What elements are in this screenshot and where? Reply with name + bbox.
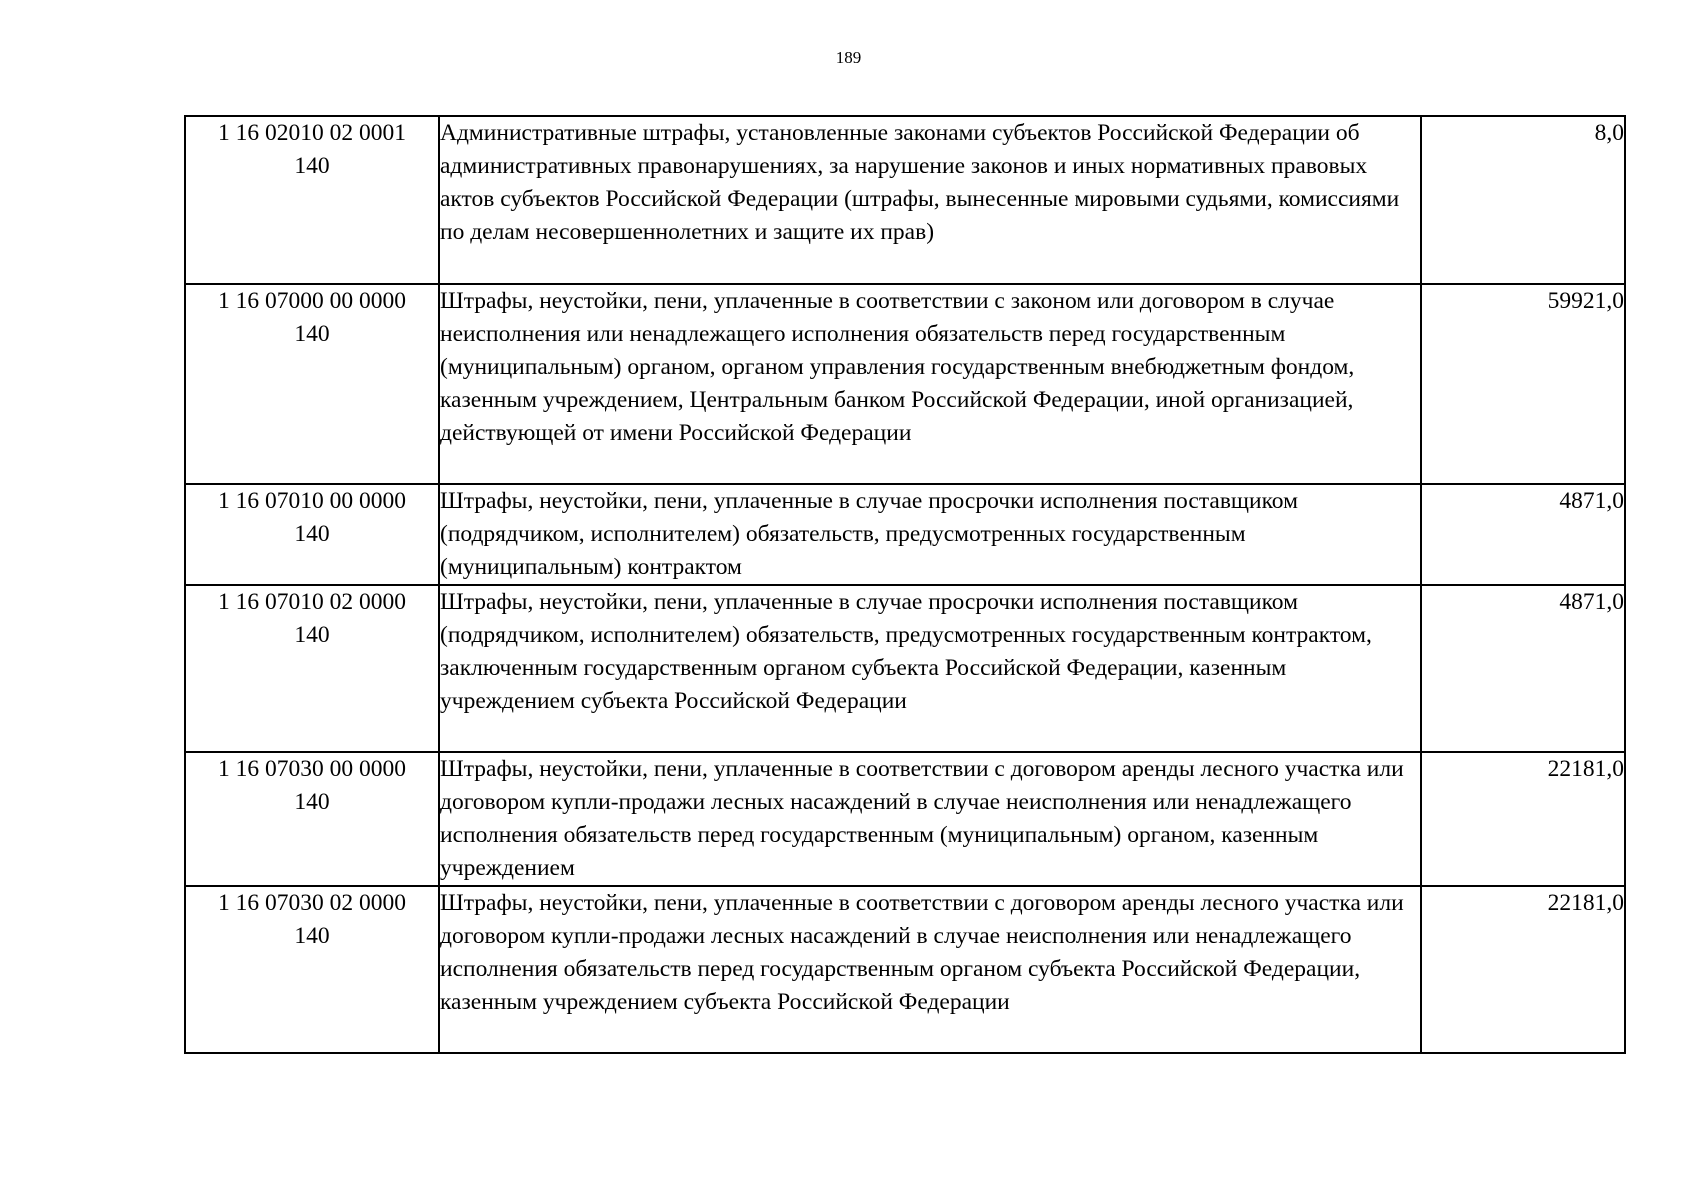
table-row <box>185 585 1625 752</box>
revenue-description: Административные штрафы, установленные законами субъектов Российской Федерации об административных правонарушениях, за нарушение законов и иных нормативных правовых актов субъектов Российской Федерации (штрафы, вынесенные мировыми судьями, комиссиями по делам несовершеннолетних и защите их прав) <box>439 116 1421 284</box>
revenue-description: Штрафы, неустойки, пени, уплаченные в соответствии с законом или договором в случае неисполнения или ненадлежащего исполнения обязательств перед государственным (муниципальным) органом, органом управления государственным внебюджетным фондом, казенным учреждением, Центральным банком Российской Федерации, иной организацией, действующей от имени Российской Федерации <box>439 284 1421 484</box>
revenue-code-cell <box>185 886 439 1053</box>
revenue-code-suffix: 140 <box>294 789 330 815</box>
revenue-amount: 4871,0 <box>1421 585 1625 752</box>
table-row <box>185 886 1625 1053</box>
revenue-amount: 22181,0 <box>1421 886 1625 1053</box>
revenue-amount: 8,0 <box>1421 116 1625 284</box>
revenue-code-cell <box>185 116 439 284</box>
table-row <box>185 752 1625 886</box>
page-number: 189 <box>835 48 862 67</box>
revenue-code-suffix: 140 <box>294 521 330 547</box>
revenue-description: Штрафы, неустойки, пени, уплаченные в соответствии с договором аренды лесного участка или договором купли-продажи лесных насаждений в случае неисполнения или ненадлежащего исполнения обязательств перед государственным (муниципальным) органом, казенным учреждением <box>439 752 1421 886</box>
revenue-code-suffix: 140 <box>294 321 330 347</box>
revenue-code-suffix: 140 <box>294 153 330 179</box>
revenue-code-cell <box>185 752 439 886</box>
revenue-code: 1 16 07000 00 0000 <box>218 288 406 314</box>
revenue-description: Штрафы, неустойки, пени, уплаченные в случае просрочки исполнения поставщиком (подрядчиком, исполнителем) обязательств, предусмотренных государственным контрактом, заключенным государственным органом субъекта Российской Федерации, казенным учреждением субъекта Российской Федерации <box>439 585 1421 752</box>
revenue-code-cell <box>185 484 439 585</box>
revenue-description: Штрафы, неустойки, пени, уплаченные в соответствии с договором аренды лесного участка или договором купли-продажи лесных насаждений в случае неисполнения или ненадлежащего исполнения обязательств перед государственным органом субъекта Российской Федерации, казенным учреждением субъекта Российской Федерации <box>439 886 1421 1053</box>
revenue-code-cell <box>185 585 439 752</box>
revenue-code-cell <box>185 284 439 484</box>
revenue-amount: 22181,0 <box>1421 752 1625 886</box>
revenue-code: 1 16 07010 00 0000 <box>218 488 406 514</box>
revenue-code: 1 16 07030 02 0000 <box>218 890 406 916</box>
revenue-amount: 59921,0 <box>1421 284 1625 484</box>
revenue-description: Штрафы, неустойки, пени, уплаченные в случае просрочки исполнения поставщиком (подрядчиком, исполнителем) обязательств, предусмотренных государственным (муниципальным) контрактом <box>439 484 1421 585</box>
revenue-code: 1 16 07010 02 0000 <box>218 589 406 615</box>
revenue-code: 1 16 07030 00 0000 <box>218 756 406 782</box>
revenue-code: 1 16 02010 02 0001 <box>218 120 406 146</box>
revenue-code-suffix: 140 <box>294 622 330 648</box>
revenue-code-suffix: 140 <box>294 923 330 949</box>
table-row <box>185 284 1625 484</box>
table-row <box>185 484 1625 585</box>
budget-revenue-table <box>184 115 1626 1054</box>
revenue-amount: 4871,0 <box>1421 484 1625 585</box>
table-row <box>185 116 1625 284</box>
